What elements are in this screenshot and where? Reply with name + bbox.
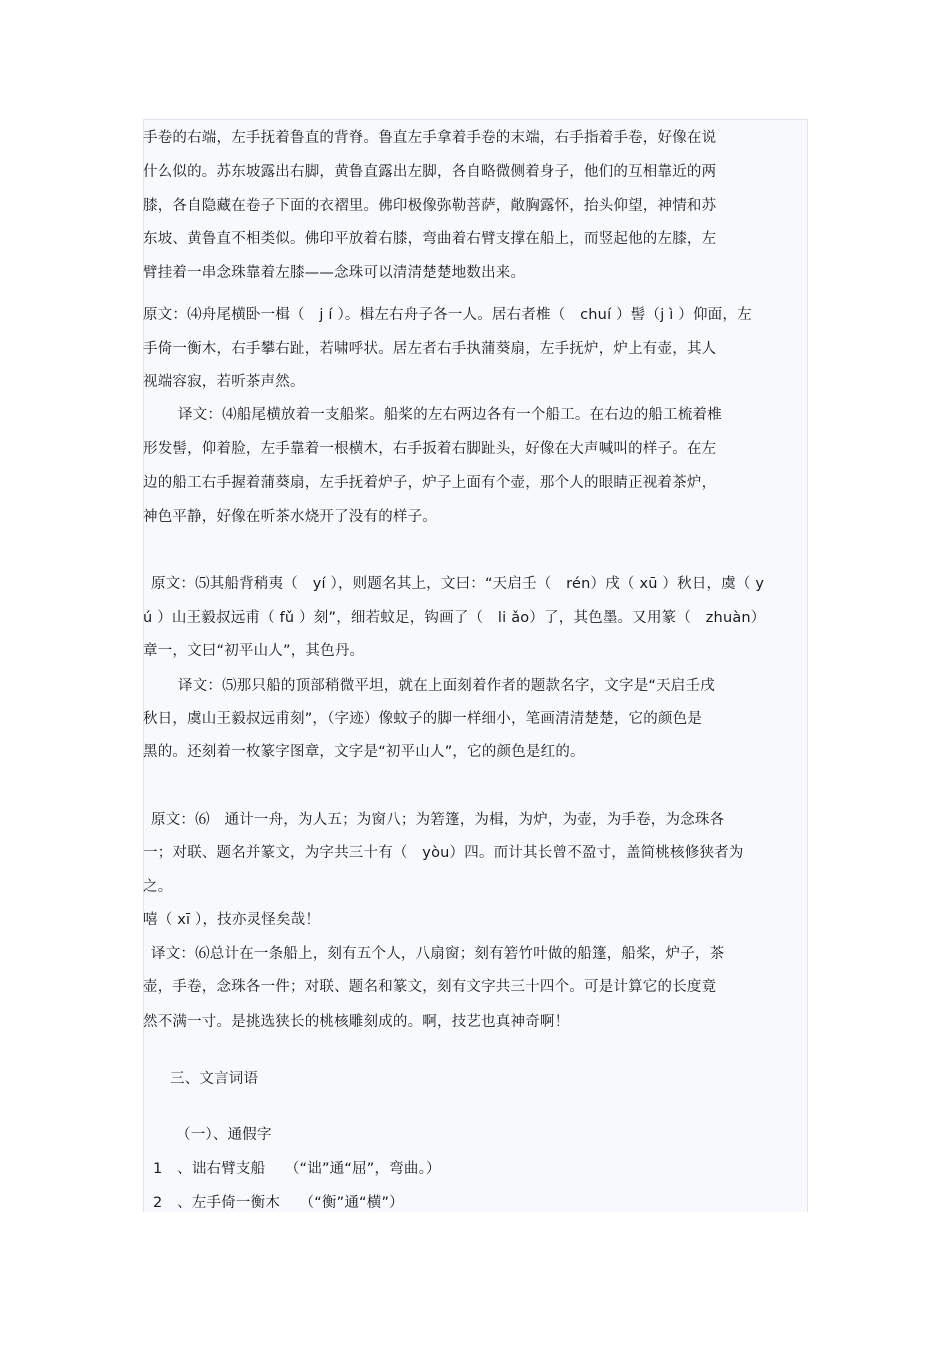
translation-text-line: 壶，手卷，念珠各一件；对联、题名和篆文，刻有文字共三十四个。可是计算它的长度竟 xyxy=(143,979,717,995)
translation-text-line: 边的船工右手握着蒲葵扇，左手抚着炉子，炉子上面有个壶，那个人的眼睛正视着茶炉， xyxy=(143,475,717,491)
original-text-line: 视端容寂，若听茶声然。 xyxy=(143,374,305,390)
original-text-line: 手倚一衡木，右手攀右趾，若啸呼状。居左者右手执蒲葵扇，左手抚炉，炉上有壶，其人 xyxy=(143,341,717,357)
subsection-heading: （一）、通假字 xyxy=(176,1127,272,1143)
translation-text-line: 神色平静，好像在听茶水烧开了没有的样子。 xyxy=(143,509,437,525)
original-text-line: ú ）山王毅叔远甫（ fǔ ）刻”，细若蚊足，钩画了（ li ǎo）了，其色墨。又用篆（ zhuàn） xyxy=(143,610,766,626)
original-text-line: 之。 xyxy=(143,879,173,895)
section-heading: 三、文言词语 xyxy=(170,1071,259,1087)
original-text-line: 一；对联、题名并篆文，为字共三十有（ yòu）四。而计其长曾不盈寸，盖简桃核修狭者为 xyxy=(143,845,744,861)
original-text-line: 原文：⑷舟尾横卧一楫（ j í ）。楫左右舟子各一人。居右者椎（ chuí ）髻（j ì ）仰面，左 xyxy=(143,307,752,323)
text-line: 东坡、黄鲁直不相类似。佛印平放着右膝，弯曲着右臂支撑在船上，而竖起他的左膝，左 xyxy=(143,231,717,247)
translation-text-line: 译文：⑹总计在一条船上，刻有五个人，八扇窗；刻有箬竹叶做的船篷，船桨，炉子，茶 xyxy=(151,946,725,962)
translation-text-line: 形发髻，仰着脸，左手靠着一根横木，右手扳着右脚趾头，好像在大声喊叫的样子。在左 xyxy=(143,441,717,457)
list-item: 1 、诎右臂支船 （“诎”通“屈”，弯曲。） xyxy=(153,1161,441,1177)
original-text-line: 原文：⑸其船背稍夷（ yí ），则题名其上，文曰：“天启壬（ rén）戌（ xū ）秋日，虞（ y xyxy=(151,576,765,592)
text-line: 什么似的。苏东坡露出右脚，黄鲁直露出左脚，各自略微侧着身子，他们的互相靠近的两 xyxy=(143,164,717,180)
translation-text-line: 译文：⑸那只船的顶部稍微平坦，就在上面刻着作者的题款名字，文字是“天启壬戌 xyxy=(178,678,715,694)
translation-text-line: 然不满一寸。是挑选狭长的桃核雕刻成的。啊，技艺也真神奇啊！ xyxy=(143,1014,570,1030)
translation-text-line: 译文：⑷船尾横放着一支船桨。船桨的左右两边各有一个船工。在右边的船工梳着椎 xyxy=(178,407,722,423)
original-text-line: 嘻（ xī ），技亦灵怪矣哉！ xyxy=(143,912,321,928)
text-line: 臂挂着一串念珠靠着左膝——念珠可以清清楚楚地数出来。 xyxy=(143,265,526,281)
translation-text-line: 秋日，虞山王毅叔远甫刻”，（字迹）像蚊子的脚一样细小，笔画清清楚楚，它的颜色是 xyxy=(143,711,703,727)
text-line: 手卷的右端，左手抚着鲁直的背脊。鲁直左手拿着手卷的末端，右手指着手卷，好像在说 xyxy=(143,130,717,146)
original-text-line: 原文：⑹ 通计一舟，为人五；为窗八；为箬篷，为楫，为炉，为壶，为手卷，为念珠各 xyxy=(151,812,725,828)
text-line: 膝，各自隐藏在卷子下面的衣褶里。佛印极像弥勒菩萨，敞胸露怀，抬头仰望，神情和苏 xyxy=(143,198,717,214)
list-item: 2 、左手倚一衡木 （“衡”通“横”） xyxy=(153,1195,404,1211)
original-text-line: 章一，文曰“初平山人”，其色丹。 xyxy=(143,643,365,659)
translation-text-line: 黑的。还刻着一枚篆字图章，文字是“初平山人”，它的颜色是红的。 xyxy=(143,744,585,760)
